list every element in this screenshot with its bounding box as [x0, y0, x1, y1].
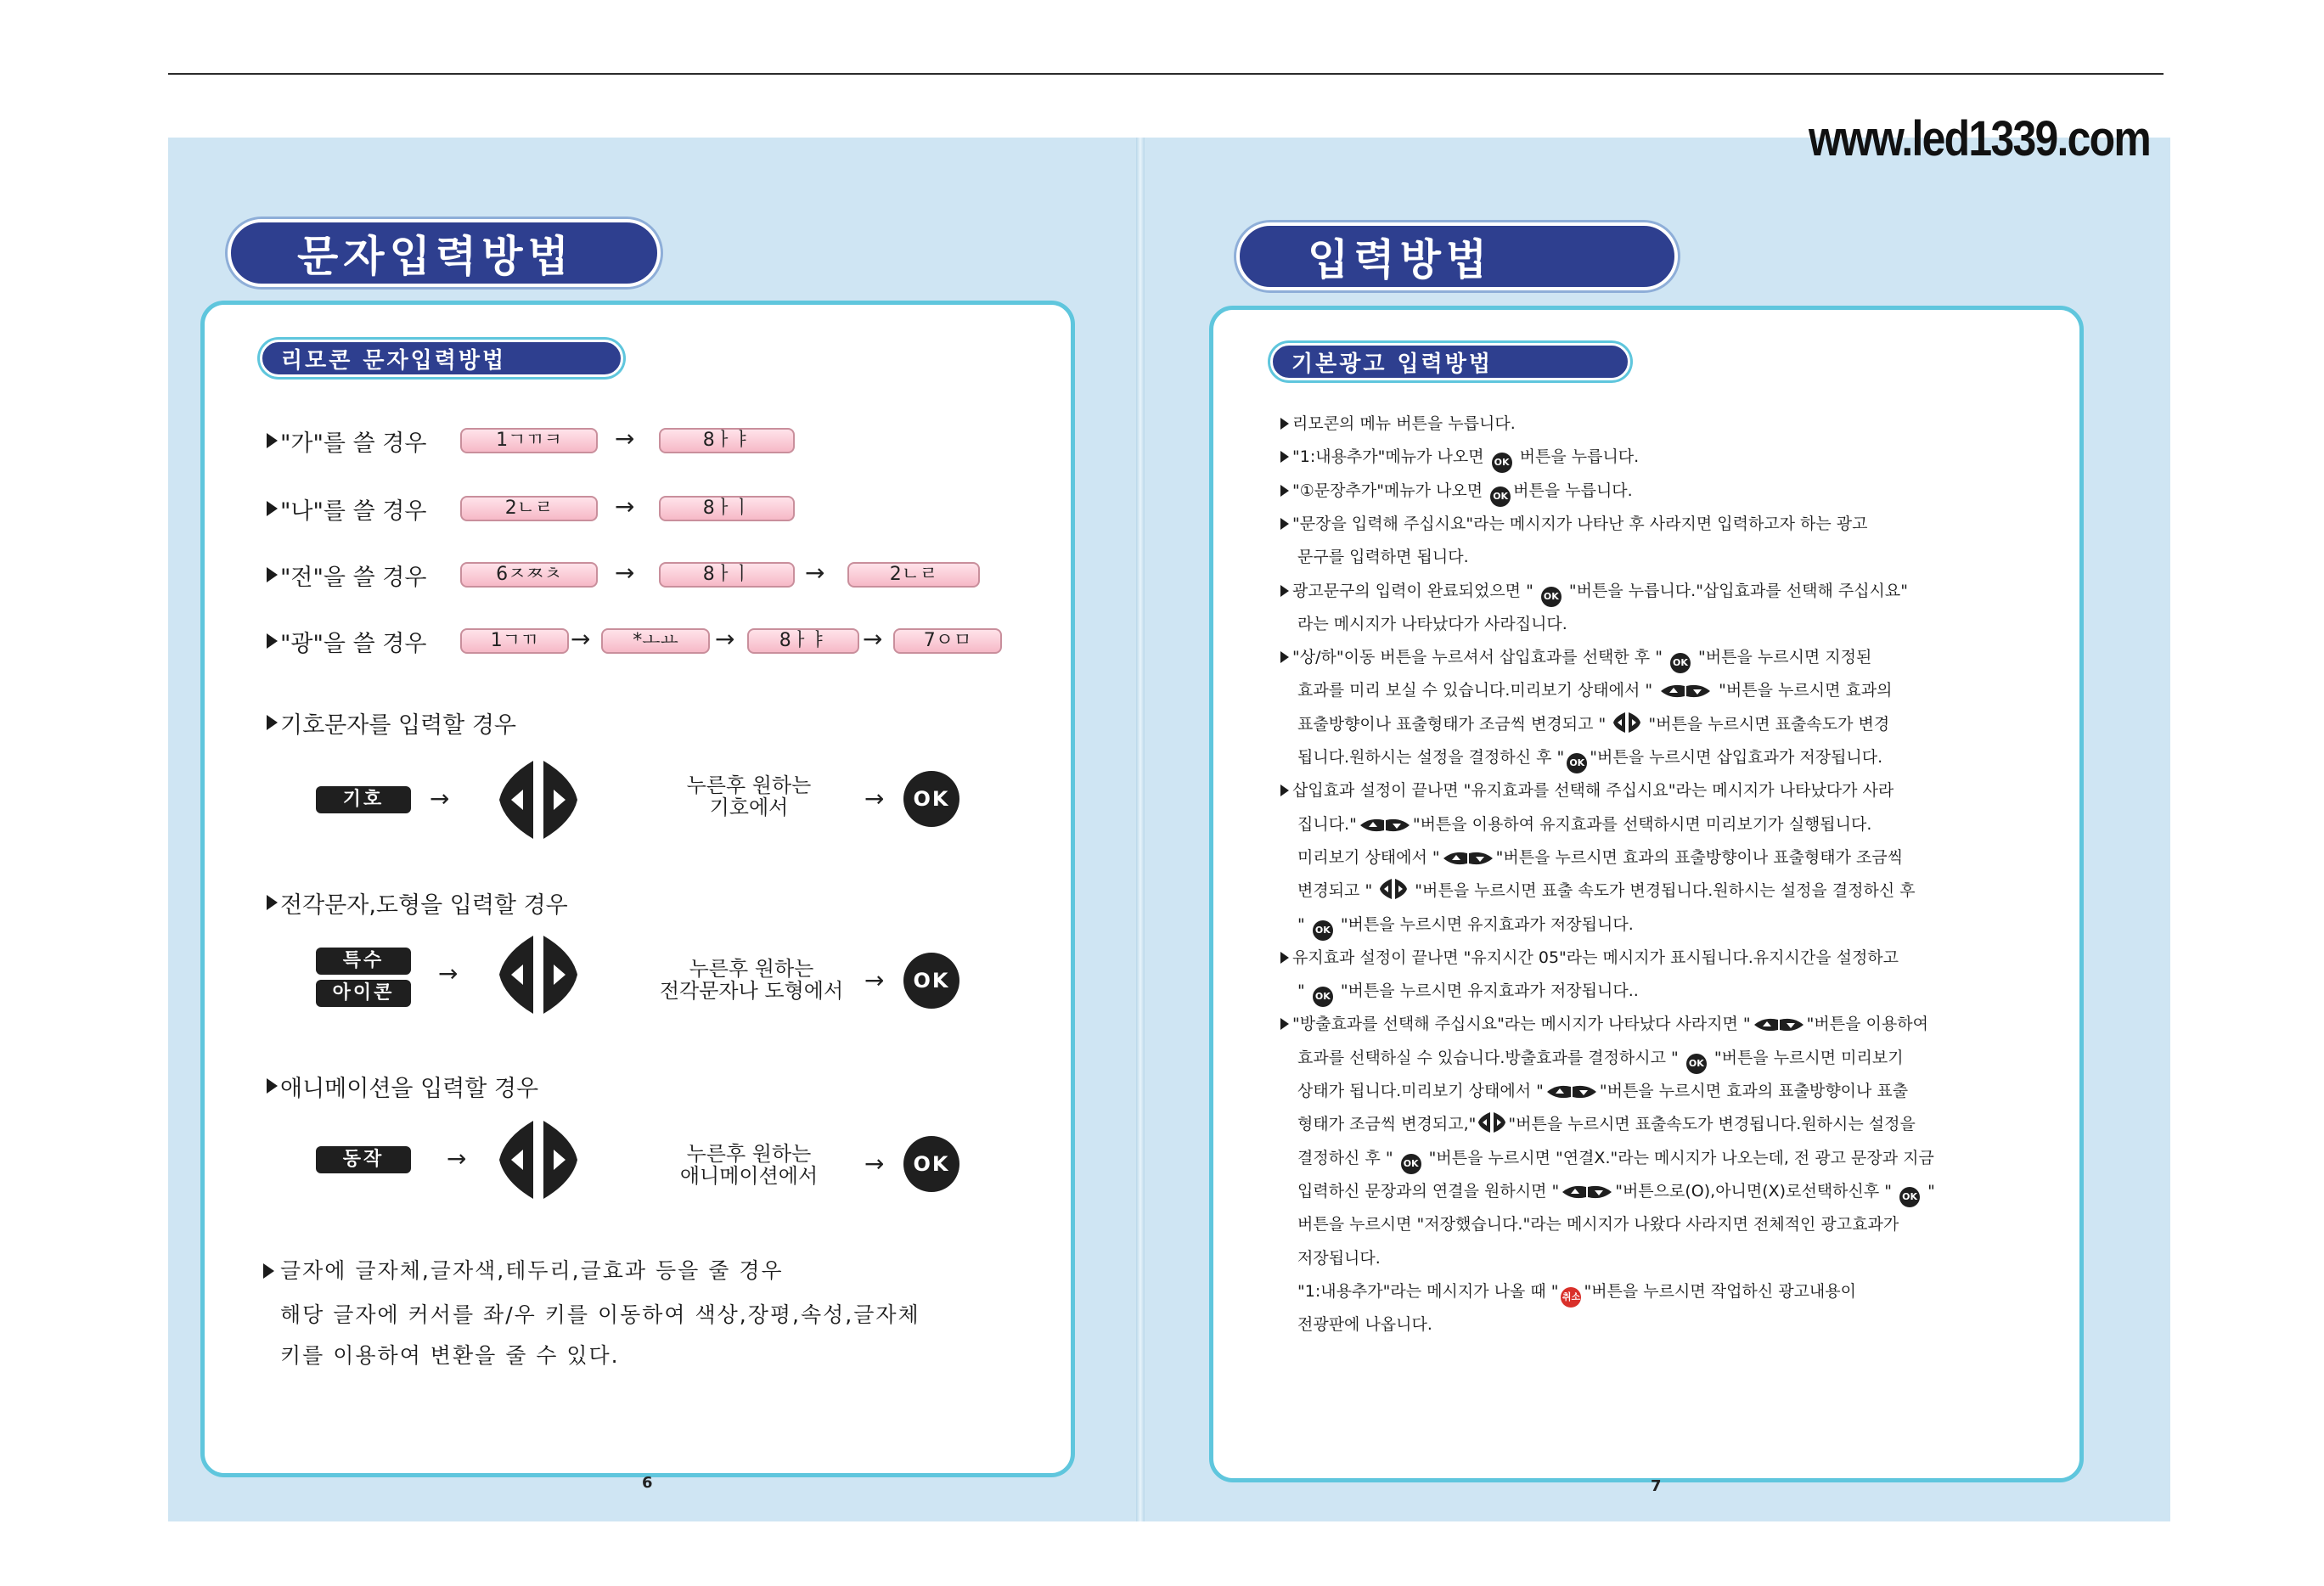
- bullet-icon: [267, 895, 278, 910]
- key-8: 8ㅏㅑ: [747, 628, 859, 654]
- left-right-keys-icon: [1612, 711, 1641, 738]
- bullet-icon: [1280, 585, 1289, 597]
- ok-button-icon: OK: [1686, 1054, 1707, 1074]
- arrow-icon: →: [615, 425, 635, 453]
- section-label: 글자에 글자체,글자색,테두리,글효과 등을 줄 경우: [280, 1258, 784, 1283]
- bullet-icon: [267, 433, 278, 448]
- instruction-text: ": [1297, 914, 1310, 934]
- instruction-line: [1297, 812, 1871, 838]
- page-number-left: 6: [642, 1474, 653, 1492]
- instruction-text: "버튼을 이용하여: [1806, 1015, 1928, 1034]
- instruction-text: "1:내용추가"메뉴가 나오면: [1292, 447, 1489, 467]
- instruction-text: "버튼을 누르시면 효과의: [1713, 681, 1893, 700]
- bullet-icon: [267, 501, 278, 516]
- bullet-icon: [1280, 451, 1289, 463]
- instruction-line: [1297, 611, 1567, 634]
- example-label: "나"를 쓸 경우: [280, 498, 427, 525]
- section-text-line: 키를 이용하여 변환을 줄 수 있다.: [280, 1343, 620, 1368]
- instruction-line: [1280, 411, 1516, 434]
- instruction-text: "방출효과를 선택해 주십시요"라는 메시지가 나타났다 사라지면 ": [1292, 1015, 1751, 1034]
- instruction-text: 광고문구의 입력이 완료되었으면 ": [1292, 581, 1539, 600]
- ok-button-icon: OK: [1490, 486, 1511, 507]
- up-down-keys-icon: [1561, 1184, 1613, 1205]
- key-1: 1ㄱㄲㅋ: [460, 428, 598, 453]
- instruction-line: [1297, 978, 1639, 1007]
- bullet-icon: [1280, 651, 1289, 663]
- bullet-icon: [263, 1263, 274, 1279]
- instruction-line: [1297, 1312, 1432, 1335]
- instruction-text: 상태가 됩니다.미리보기 상태에서 ": [1297, 1082, 1544, 1100]
- instruction-text: 저장됩니다.: [1297, 1248, 1381, 1268]
- key-7: 7ㅇㅁ: [893, 628, 1002, 654]
- instruction-text: 삽입효과 설정이 끝나면 "유지효과를 선택해 주십시요"라는 메시지가 나타났다가 사라: [1292, 781, 1894, 801]
- instruction-line: [1297, 1111, 1916, 1138]
- instruction-line: [1297, 1145, 1934, 1174]
- key-2: 2ㄴㄹ: [847, 562, 980, 588]
- icon-key: 아이콘: [316, 980, 411, 1007]
- instruction-text: [664, 774, 834, 818]
- instruction-text: "버튼을 누르시면 작업하신 광고내용이: [1584, 1281, 1856, 1301]
- instruction-text: 라는 메시지가 나타났다가 사라집니다.: [1297, 614, 1567, 633]
- key-1: 1ㄱㄲ: [460, 628, 569, 654]
- instruction-line: [1297, 878, 1916, 904]
- bullet-icon: [1280, 518, 1289, 530]
- instruction-line: [1280, 511, 1868, 534]
- bullet-icon: [267, 633, 278, 649]
- instruction-line: [1280, 945, 1899, 968]
- ok-button-icon: OK: [1670, 653, 1691, 673]
- instruction-text: "버튼을 누르시면 표출속도가 변경됩니다.원하시는 설정을: [1508, 1115, 1916, 1134]
- ok-button-icon: OK: [903, 771, 959, 827]
- action-key: 동작: [316, 1146, 411, 1173]
- instruction-text: 전광판에 나옵니다.: [1297, 1315, 1432, 1335]
- instruction-text: 결정하신 후 ": [1297, 1148, 1398, 1167]
- left-right-keys-icon: [496, 932, 581, 1017]
- instruction-text: "버튼을 누르시면 삽입효과가 저장됩니다.: [1590, 748, 1883, 767]
- key-star: *ㅗㅛ: [601, 628, 710, 654]
- instruction-text: 버튼을 누릅니다.: [1513, 481, 1633, 500]
- arrow-icon: →: [863, 625, 883, 653]
- arrow-icon: →: [864, 1150, 885, 1178]
- up-down-keys-icon: [1359, 817, 1411, 838]
- instruction-line: 누른후 원하는: [686, 773, 812, 797]
- right-section-title: 기본광고 입력방법: [1270, 343, 1630, 380]
- instruction-line: [1297, 1045, 1904, 1074]
- instruction-line: [1297, 544, 1469, 567]
- arrow-icon: →: [864, 785, 885, 813]
- arrow-icon: →: [615, 492, 635, 520]
- example-label: "광"을 쓸 경우: [280, 631, 427, 657]
- instruction-line: [1297, 711, 1889, 738]
- key-8: 8ㅏㅣ: [659, 496, 795, 521]
- ok-button-icon: OK: [1492, 453, 1512, 473]
- instruction-line: [1297, 678, 1893, 704]
- ok-button-icon: OK: [1899, 1187, 1920, 1207]
- instruction-line: [1297, 845, 1903, 871]
- arrow-icon: →: [805, 559, 825, 587]
- left-page-title: 문자입력방법: [228, 219, 661, 287]
- instruction-line: [1280, 1011, 1928, 1038]
- key-8: 8ㅏㅣ: [659, 562, 795, 588]
- instruction-line: 애니메이션에서: [679, 1164, 819, 1188]
- section-label: 기호문자를 입력할 경우: [280, 712, 516, 739]
- ok-button-icon: OK: [1567, 753, 1587, 773]
- instruction-line: [1280, 778, 1894, 801]
- cancel-button-icon: 취소: [1561, 1287, 1581, 1308]
- instruction-line: [1297, 1178, 1935, 1207]
- ok-button-icon: OK: [1313, 920, 1333, 941]
- instruction-line: [1280, 444, 1639, 473]
- instruction-line: 누른후 원하는: [686, 1142, 812, 1166]
- bullet-icon: [1280, 1018, 1289, 1030]
- instruction-text: 리모콘의 메뉴 버튼을 누릅니다.: [1292, 414, 1516, 433]
- key-8: 8ㅏㅑ: [659, 428, 795, 453]
- instruction-line: 기호에서: [709, 796, 789, 819]
- key-6: 6ㅈㅉㅊ: [460, 562, 598, 588]
- instruction-text: 버튼을 누릅니다.: [1514, 447, 1640, 467]
- bullet-icon: [1280, 952, 1289, 964]
- book-spine: [1136, 138, 1145, 1521]
- instruction-text: 미리보기 상태에서 ": [1297, 847, 1440, 867]
- arrow-icon: →: [430, 785, 450, 813]
- arrow-icon: →: [438, 959, 459, 987]
- scan-top-edge: [168, 73, 2164, 75]
- instruction-line: 누른후 원하는: [689, 957, 814, 981]
- instruction-line: [1297, 1279, 1856, 1308]
- section-label: 애니메이션을 입력할 경우: [280, 1076, 539, 1102]
- ok-button-icon: OK: [903, 953, 959, 1009]
- instruction-text: "버튼을 누르시면 표출속도가 변경: [1643, 714, 1890, 734]
- page-number-right: 7: [1651, 1477, 1662, 1495]
- ok-button-icon: OK: [903, 1136, 959, 1192]
- arrow-icon: →: [715, 625, 735, 653]
- bullet-icon: [1280, 785, 1289, 796]
- instruction-text: 변경되고 ": [1297, 881, 1378, 901]
- instruction-text: "버튼을 누르시면 지정된: [1692, 648, 1872, 667]
- left-right-keys-icon: [1379, 878, 1408, 904]
- instruction-text: [639, 958, 864, 1002]
- instruction-text: "버튼을 누르시면 미리보기: [1708, 1048, 1904, 1067]
- instruction-text: "상/하"이동 버튼을 누르셔서 삽입효과를 선택한 후 ": [1292, 648, 1668, 667]
- bullet-icon: [1280, 485, 1289, 497]
- example-label: "전"을 쓸 경우: [280, 565, 427, 591]
- example-label: "가"를 쓸 경우: [280, 430, 427, 457]
- right-page-title: 입력방법: [1236, 222, 1678, 290]
- instruction-line: 전각문자나 도형에서: [659, 979, 844, 1003]
- instruction-text: "문장을 입력해 주십시요"라는 메시지가 나타난 후 사라지면 입력하고자 하는 광고: [1292, 514, 1868, 533]
- arrow-icon: →: [864, 966, 885, 994]
- instruction-text: 효과를 선택하실 수 있습니다.방출효과를 결정하시고 ": [1297, 1048, 1684, 1067]
- up-down-keys-icon: [1753, 1016, 1805, 1038]
- symbol-key: 기호: [316, 786, 411, 813]
- arrow-icon: →: [447, 1145, 467, 1173]
- instruction-text: "버튼을 누르시면 효과의 표출방향이나 표출: [1599, 1082, 1909, 1100]
- up-down-keys-icon: [1545, 1083, 1598, 1105]
- instruction-text: 유지효과 설정이 끝나면 "유지시간 05"라는 메시지가 표시됩니다.유지시간을 설정하고: [1292, 948, 1899, 967]
- left-right-keys-icon: [1477, 1111, 1506, 1138]
- ok-button-icon: OK: [1313, 987, 1333, 1007]
- instruction-line: [1280, 644, 1871, 673]
- instruction-text: "버튼을 누르시면 "연결X."라는 메시지가 나오는데, 전 광고 문장과 지금: [1423, 1148, 1934, 1167]
- bullet-icon: [1280, 418, 1289, 430]
- section-label: 전각문자,도형을 입력할 경우: [280, 892, 568, 919]
- instruction-text: 표출방향이나 표출형태가 조금씩 변경되고 ": [1297, 714, 1612, 734]
- instruction-text: "버튼으로(O),아니면(X)로선택하신후 ": [1615, 1181, 1898, 1201]
- instruction-text: 집니다.": [1297, 814, 1357, 834]
- instruction-text: 문구를 입력하면 됩니다.: [1297, 548, 1469, 567]
- arrow-icon: →: [615, 559, 635, 587]
- website-url: www.led1339.com: [1809, 111, 2151, 166]
- section-text-line: 해당 글자에 커서를 좌/우 키를 이동하여 색상,장평,속성,글자체: [280, 1302, 920, 1327]
- instruction-line: [1297, 912, 1634, 941]
- instruction-text: ": [1297, 981, 1310, 1001]
- instruction-text: "버튼을 누르시면 유지효과가 저장됩니다.: [1335, 914, 1634, 934]
- special-key: 특수: [316, 948, 411, 975]
- instruction-line: [1297, 745, 1882, 773]
- instruction-line: [1297, 1212, 1899, 1234]
- bullet-icon: [267, 715, 278, 730]
- arrow-icon: →: [571, 625, 591, 653]
- ok-button-icon: OK: [1541, 587, 1562, 607]
- instruction-text: "버튼을 이용하여 유지효과를 선택하시면 미리보기가 실행됩니다.: [1412, 814, 1872, 834]
- instruction-text: [656, 1143, 842, 1187]
- instruction-text: 형태가 조금씩 변경되고,": [1297, 1115, 1477, 1134]
- instruction-line: [1297, 1246, 1381, 1268]
- bullet-icon: [267, 567, 278, 582]
- up-down-keys-icon: [1442, 850, 1494, 871]
- up-down-keys-icon: [1659, 683, 1712, 704]
- instruction-text: "1:내용추가"라는 메시지가 나올 때 ": [1297, 1281, 1559, 1301]
- instruction-text: 입력하신 문장과의 연결을 원하시면 ": [1297, 1181, 1560, 1201]
- instruction-line: [1280, 578, 1908, 607]
- ok-button-icon: OK: [1401, 1154, 1421, 1174]
- left-section-title: 리모콘 문자입력방법: [260, 340, 623, 377]
- instruction-text: "①문장추가"메뉴가 나오면: [1292, 481, 1488, 500]
- instruction-text: ": [1922, 1181, 1935, 1201]
- bullet-icon: [267, 1078, 278, 1094]
- key-2: 2ㄴㄹ: [460, 496, 598, 521]
- instruction-text: 버튼을 누르시면 "저장했습니다."라는 메시지가 나왔다 사라지면 전체적인 광고효과가: [1297, 1215, 1899, 1234]
- left-right-keys-icon: [496, 757, 581, 842]
- instruction-text: "버튼을 누르시면 표출 속도가 변경됩니다.원하시는 설정을 결정하신 후: [1410, 881, 1916, 901]
- instruction-text: "버튼을 누르시면 유지효과가 저장됩니다..: [1335, 981, 1639, 1001]
- instruction-text: 됩니다.원하시는 설정을 결정하신 후 ": [1297, 748, 1565, 767]
- instruction-text: "버튼을 누르시면 효과의 표출방향이나 표출형태가 조금씩: [1495, 847, 1904, 867]
- instruction-text: "버튼을 누릅니다."삽입효과를 선택해 주십시요": [1563, 581, 1909, 600]
- instruction-line: [1280, 478, 1633, 507]
- instruction-text: 효과를 미리 보실 수 있습니다.미리보기 상태에서 ": [1297, 681, 1658, 700]
- instruction-line: [1297, 1078, 1908, 1105]
- left-right-keys-icon: [496, 1117, 581, 1202]
